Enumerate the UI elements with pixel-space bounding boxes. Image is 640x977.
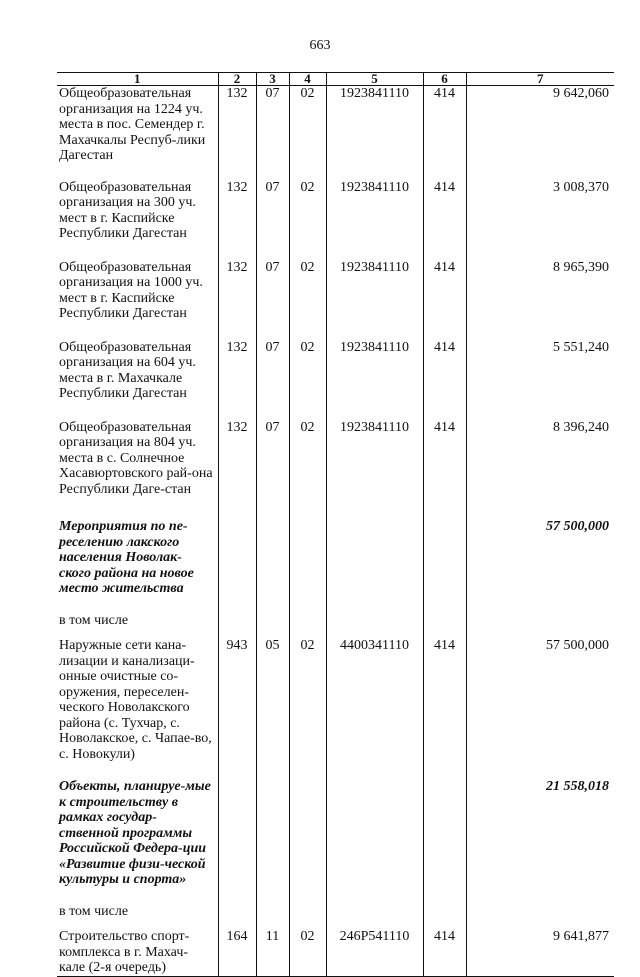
section-code-cell	[256, 904, 289, 930]
column-header-4: 4	[289, 73, 326, 86]
table-row	[57, 613, 614, 639]
table-row	[57, 904, 614, 930]
amount-cell: 9 641,877	[466, 929, 614, 976]
column-header-2: 2	[218, 73, 256, 86]
expense-type-cell: 414	[423, 86, 466, 180]
expense-type-cell	[423, 904, 466, 930]
amount-cell: 57 500,000	[466, 519, 614, 613]
table-row	[57, 260, 614, 340]
target-article-cell: 1923841110	[326, 340, 423, 420]
code-cell	[218, 519, 256, 613]
subsection-code-cell	[289, 904, 326, 930]
subsection-code-cell: 02	[289, 260, 326, 340]
section-code-cell	[256, 779, 289, 904]
section-row	[57, 779, 614, 904]
target-article-cell: 1923841110	[326, 260, 423, 340]
expense-type-cell: 414	[423, 929, 466, 976]
amount-cell	[466, 904, 614, 930]
amount-cell: 9 642,060	[466, 86, 614, 180]
code-cell	[218, 613, 256, 639]
column-header-6: 6	[423, 73, 466, 86]
subsection-code-cell: 02	[289, 929, 326, 976]
code-cell: 132	[218, 340, 256, 420]
expense-type-cell: 414	[423, 638, 466, 779]
column-header-3: 3	[256, 73, 289, 86]
section-row	[57, 519, 614, 613]
section-code-cell	[256, 613, 289, 639]
object-name-cell: Мероприятия по пе-реселению лакского населения Новолак-ского района на новое место жительства	[59, 519, 194, 596]
object-name-cell: в том числе	[59, 612, 129, 628]
section-code-cell: 11	[256, 929, 289, 976]
amount-cell: 5 551,240	[466, 340, 614, 420]
subsection-code-cell: 02	[289, 340, 326, 420]
table-row	[57, 929, 614, 976]
expense-type-cell	[423, 779, 466, 904]
target-article-cell: 1923841110	[326, 420, 423, 520]
table-row	[57, 420, 614, 520]
subsection-code-cell	[289, 613, 326, 639]
table-row	[57, 86, 614, 180]
code-cell: 132	[218, 86, 256, 180]
section-code-cell	[256, 519, 289, 613]
subsection-code-cell: 02	[289, 638, 326, 779]
object-name-cell: Строительство спорт-комплекса в г. Махач-кале (2-я очередь)	[57, 929, 218, 976]
budget-table	[57, 72, 614, 977]
object-name-cell: в том числе	[59, 903, 129, 919]
amount-cell: 57 500,000	[466, 638, 614, 779]
target-article-cell	[326, 779, 423, 904]
section-code-cell: 05	[256, 638, 289, 779]
amount-cell: 3 008,370	[466, 180, 614, 260]
code-cell: 164	[218, 929, 256, 976]
subsection-code-cell: 02	[289, 86, 326, 180]
amount-cell: 8 396,240	[466, 420, 614, 520]
subsection-code-cell	[289, 779, 326, 904]
section-code-cell: 07	[256, 420, 289, 520]
code-cell: 943	[218, 638, 256, 779]
column-header-1: 1	[57, 73, 218, 86]
expense-type-cell	[423, 613, 466, 639]
subsection-code-cell: 02	[289, 420, 326, 520]
target-article-cell	[326, 613, 423, 639]
target-article-cell	[326, 519, 423, 613]
code-cell: 132	[218, 260, 256, 340]
column-header-7: 7	[466, 73, 614, 86]
table-row	[57, 340, 614, 420]
code-cell	[218, 904, 256, 930]
section-code-cell: 07	[256, 260, 289, 340]
expense-type-cell	[423, 519, 466, 613]
target-article-cell	[326, 904, 423, 930]
expense-type-cell: 414	[423, 180, 466, 260]
object-name-cell: Общеобразовательная организация на 804 уч. места в с. Солнечное Хасавюртовского рай-она Республики Даге-стан	[59, 419, 213, 497]
expense-type-cell: 414	[423, 340, 466, 420]
amount-cell: 8 965,390	[466, 260, 614, 340]
page-number: 663	[309, 38, 331, 53]
object-name-cell: Общеобразовательная организация на 1224 уч. места в пос. Семендер г. Махачкалы Респуб-лики Дагестан	[59, 86, 206, 163]
code-cell: 132	[218, 180, 256, 260]
table-row	[57, 638, 614, 779]
target-article-cell: 1923841110	[326, 86, 423, 180]
expense-type-cell: 414	[423, 260, 466, 340]
object-name-cell: Общеобразовательная организация на 300 уч. мест в г. Каспийске Республики Дагестан	[59, 179, 196, 241]
object-name-cell: Общеобразовательная организация на 604 уч. места в г. Махачкале Республики Дагестан	[59, 339, 196, 401]
target-article-cell: 4400341110	[326, 638, 423, 779]
object-name-cell: Общеобразовательная организация на 1000 уч. мест в г. Каспийске Республики Дагестан	[59, 259, 203, 321]
code-cell	[218, 779, 256, 904]
object-name-cell: Объекты, планируе-мые к строительству в рамках государ-ственной программы Российской Федера-ции «Развитие физи-ческой культуры и спорта»	[59, 779, 211, 887]
code-cell: 132	[218, 420, 256, 520]
section-code-cell: 07	[256, 86, 289, 180]
column-header-5: 5	[326, 73, 423, 86]
section-code-cell: 07	[256, 180, 289, 260]
header-row	[57, 73, 614, 86]
subsection-code-cell: 02	[289, 180, 326, 260]
target-article-cell: 1923841110	[326, 180, 423, 260]
table-row	[57, 180, 614, 260]
amount-cell: 21 558,018	[466, 779, 614, 904]
expense-type-cell: 414	[423, 420, 466, 520]
amount-cell	[466, 613, 614, 639]
object-name-cell: Наружные сети кана-лизации и канализаци-онные очистные со-оружения, переселен-ческого Новолакского района (с. Тухчар, с. Новолакское, с. Чапае-во, с. Новокули)	[59, 638, 212, 762]
section-code-cell: 07	[256, 340, 289, 420]
subsection-code-cell	[289, 519, 326, 613]
target-article-cell: 246P541110	[326, 929, 423, 976]
